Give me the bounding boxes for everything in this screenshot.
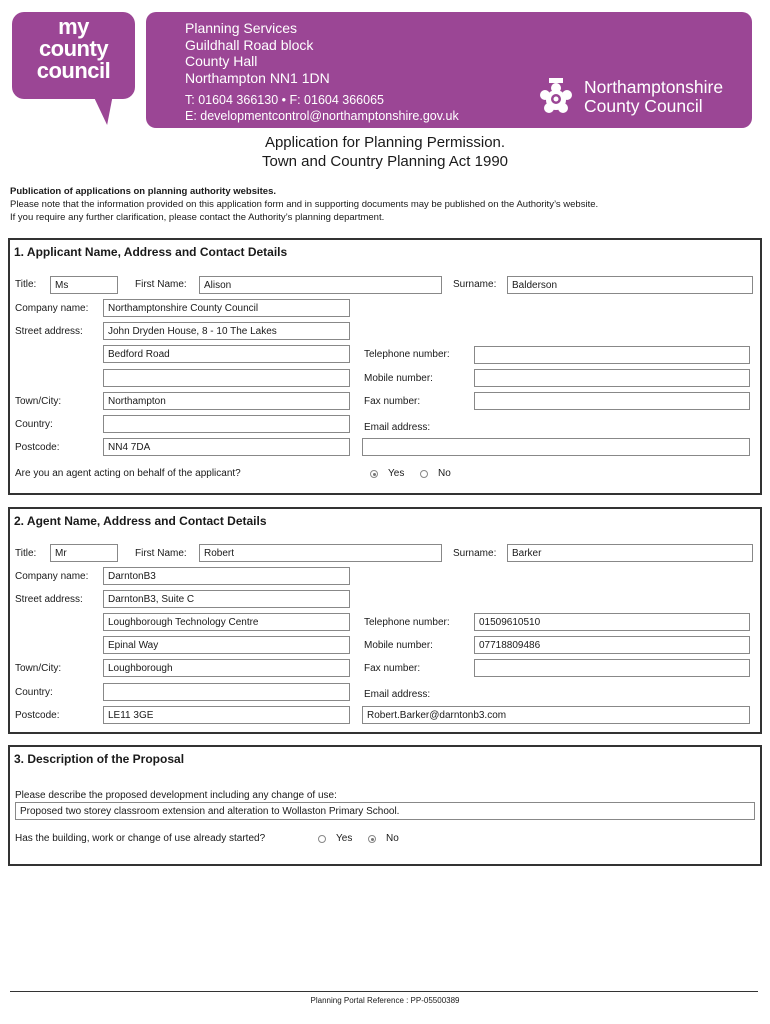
street-label: Street address: (15, 594, 83, 605)
office-contact (185, 92, 459, 124)
surname-label: Surname: (453, 279, 497, 290)
publication-heading: Publication of applications on planning authority websites. (10, 186, 277, 197)
started-yes-radio[interactable] (318, 835, 326, 843)
publication-note: Please note that the information provided on this application form and in supporting documents may be published on the Authority’s website. (10, 199, 599, 210)
agent-country-field[interactable] (103, 683, 350, 701)
company-label: Company name: (15, 571, 89, 582)
agent-street1-field[interactable]: DarntonB3, Suite C (103, 590, 350, 608)
logo-text (12, 16, 135, 82)
title-line-1: Application for Planning Permission. (264, 134, 506, 151)
started-no-radio[interactable] (368, 835, 376, 843)
applicant-mobile-field[interactable] (474, 369, 750, 387)
agent-street2-field[interactable]: Loughborough Technology Centre (103, 613, 350, 631)
agent-street3-field[interactable]: Epinal Way (103, 636, 350, 654)
agent-first-name-field[interactable]: Robert (199, 544, 442, 562)
applicant-street1-field[interactable]: John Dryden House, 8 - 10 The Lakes (103, 322, 350, 340)
agent-no-radio[interactable] (420, 470, 428, 478)
country-label: Country: (15, 419, 53, 430)
agent-mobile-field[interactable]: 07718809486 (474, 636, 750, 654)
company-label: Company name: (15, 303, 89, 314)
applicant-title-field[interactable]: Ms (50, 276, 118, 294)
proposal-description-field[interactable]: Proposed two storey classroom extension and alteration to Wollaston Primary School. (15, 802, 755, 820)
logo-line-2: county (38, 36, 109, 61)
first-name-label: First Name: (135, 548, 187, 559)
agent-yes-label: Yes (388, 468, 405, 479)
applicant-company-field[interactable]: Northamptonshire County Council (103, 299, 350, 317)
agent-surname-field[interactable]: Barker (507, 544, 753, 562)
email-line: E: developmentcontrol@northamptonshire.gov.uk (185, 109, 459, 123)
rose-crown-emblem-icon (535, 76, 577, 118)
agent-postcode-field[interactable]: LE11 3GE (103, 706, 350, 724)
planning-portal-reference: Planning Portal Reference : PP-05500389 (310, 996, 460, 1005)
logo-line-3: council (36, 58, 111, 83)
office-address (185, 20, 330, 86)
applicant-telephone-field[interactable] (474, 346, 750, 364)
council-name-line-2: County Council (584, 96, 703, 116)
title-label: Title: (15, 548, 37, 559)
agent-no-label: No (438, 468, 451, 479)
fax-label: Fax number: (364, 396, 421, 407)
council-name-line-1: Northamptonshire (584, 77, 724, 97)
agent-fax-field[interactable] (474, 659, 750, 677)
mobile-label: Mobile number: (364, 640, 433, 651)
agent-town-field[interactable]: Loughborough (103, 659, 350, 677)
telephone-label: Telephone number: (364, 349, 450, 360)
publication-note: If you require any further clarification, please contact the Authority’s planning department. (10, 212, 385, 223)
surname-label: Surname: (453, 548, 497, 559)
applicant-fax-field[interactable] (474, 392, 750, 410)
title-line-2: Town and Country Planning Act 1990 (262, 152, 508, 170)
logo-line-1: my (58, 14, 89, 39)
agent-title-field[interactable]: Mr (50, 544, 118, 562)
address-line: Northampton NN1 1DN (185, 69, 330, 86)
title-label: Title: (15, 279, 37, 290)
town-label: Town/City: (15, 396, 62, 407)
proposal-prompt: Please describe the proposed development including any change of use: (15, 790, 337, 801)
email-label: Email address: (364, 422, 431, 433)
started-yes-label: Yes (336, 833, 353, 844)
address-line: Guildhall Road block (185, 36, 314, 53)
applicant-country-field[interactable] (103, 415, 350, 433)
applicant-first-name-field[interactable]: Alison (199, 276, 442, 294)
applicant-postcode-field[interactable]: NN4 7DA (103, 438, 350, 456)
council-name (584, 78, 723, 116)
started-no-label: No (386, 833, 399, 844)
applicant-section-heading: 1. Applicant Name, Address and Contact Details (14, 245, 288, 259)
email-label: Email address: (364, 689, 431, 700)
applicant-email-field[interactable] (362, 438, 750, 456)
applicant-street3-field[interactable] (103, 369, 350, 387)
footer-divider (10, 991, 758, 992)
applicant-street2-field[interactable]: Bedford Road (103, 345, 350, 363)
agent-company-field[interactable]: DarntonB3 (103, 567, 350, 585)
postcode-label: Postcode: (15, 710, 60, 721)
street-label: Street address: (15, 326, 83, 337)
agent-yes-radio[interactable] (370, 470, 378, 478)
telephone-label: Telephone number: (364, 617, 450, 628)
applicant-town-field[interactable]: Northampton (103, 392, 350, 410)
agent-question: Are you an agent acting on behalf of the applicant? (15, 468, 241, 479)
mobile-label: Mobile number: (364, 373, 433, 384)
applicant-surname-field[interactable]: Balderson (507, 276, 753, 294)
agent-section-heading: 2. Agent Name, Address and Contact Details (14, 514, 267, 528)
document-title (0, 134, 770, 171)
logo-speech-tail (93, 95, 117, 125)
first-name-label: First Name: (135, 279, 187, 290)
address-line: County Hall (185, 53, 258, 70)
started-question: Has the building, work or change of use already started? (15, 833, 266, 844)
town-label: Town/City: (15, 663, 62, 674)
proposal-section-heading: 3. Description of the Proposal (14, 752, 185, 766)
country-label: Country: (15, 687, 53, 698)
postcode-label: Postcode: (15, 442, 60, 453)
address-line: Planning Services (185, 20, 298, 36)
agent-email-field[interactable]: Robert.Barker@darntonb3.com (362, 706, 750, 724)
fax-label: Fax number: (364, 663, 421, 674)
phone-fax-line: T: 01604 366130 • F: 01604 366065 (185, 93, 384, 107)
agent-telephone-field[interactable]: 01509610510 (474, 613, 750, 631)
